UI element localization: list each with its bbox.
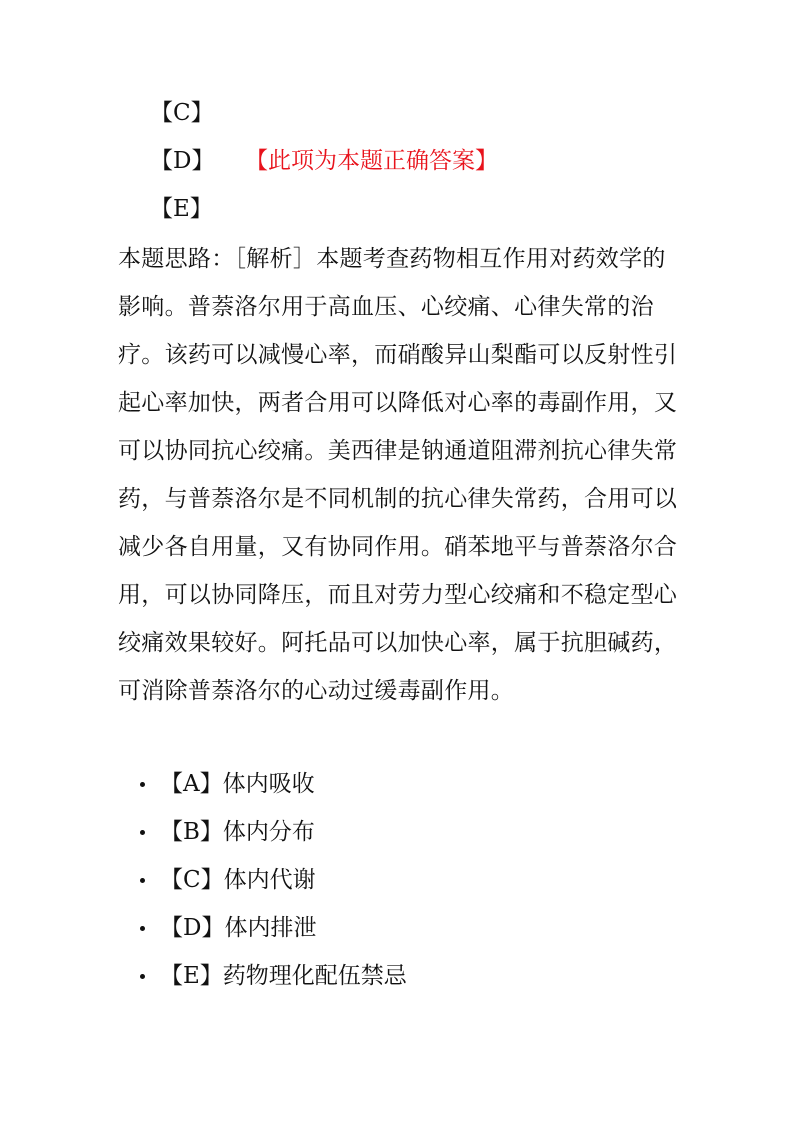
list-item-text: 【E】药物理化配伍禁忌 (160, 963, 407, 989)
option-c-label: 【C】 (150, 100, 214, 126)
option-e (150, 194, 213, 224)
list-item (140, 808, 407, 856)
analysis-text: 本题思路：［解析］本题考查药物相互作用对药效学的影响。普萘洛尔用于高血压、心绞痛、心律失常的治疗。该药可以减慢心率，而硝酸异山梨酯可以反射性引起心率加快，两者合用可以降低对心率的毒副作用，又可以协同抗心绞痛。美西律是钠通道阻滞剂抗心律失常药，与普萘洛尔是不同机制的抗心律失常药，合用可以减少各自用量，又有协同作用。硝苯地平与普萘洛尔合用，可以协同降压，而且对劳力型心绞痛和不稳定型心绞痛效果较好。阿托品可以加快心率，属于抗胆碱药，可消除普萘洛尔的心动过缓毒副作用。 (118, 246, 678, 704)
option-e-label: 【E】 (150, 196, 213, 222)
option-d (150, 146, 498, 176)
correct-answer-note: 【此项为本题正确答案】 (256, 148, 498, 174)
bullet-icon (140, 878, 145, 883)
list-item-text: 【D】体内排泄 (160, 915, 317, 941)
list-item-text: 【C】体内代谢 (160, 867, 316, 893)
bullet-icon (140, 782, 145, 787)
list-item (140, 856, 407, 904)
list-item (140, 904, 407, 952)
list-item-text: 【B】体内分布 (160, 819, 315, 845)
bullet-icon (140, 974, 145, 979)
option-d-label: 【D】 (150, 148, 215, 174)
bullet-icon (140, 830, 145, 835)
option-list (140, 760, 407, 1000)
bullet-icon (140, 926, 145, 931)
analysis-block (118, 235, 678, 715)
list-item (140, 760, 407, 808)
list-item-text: 【A】体内吸收 (160, 771, 315, 797)
option-c (150, 98, 214, 128)
list-item (140, 952, 407, 1000)
